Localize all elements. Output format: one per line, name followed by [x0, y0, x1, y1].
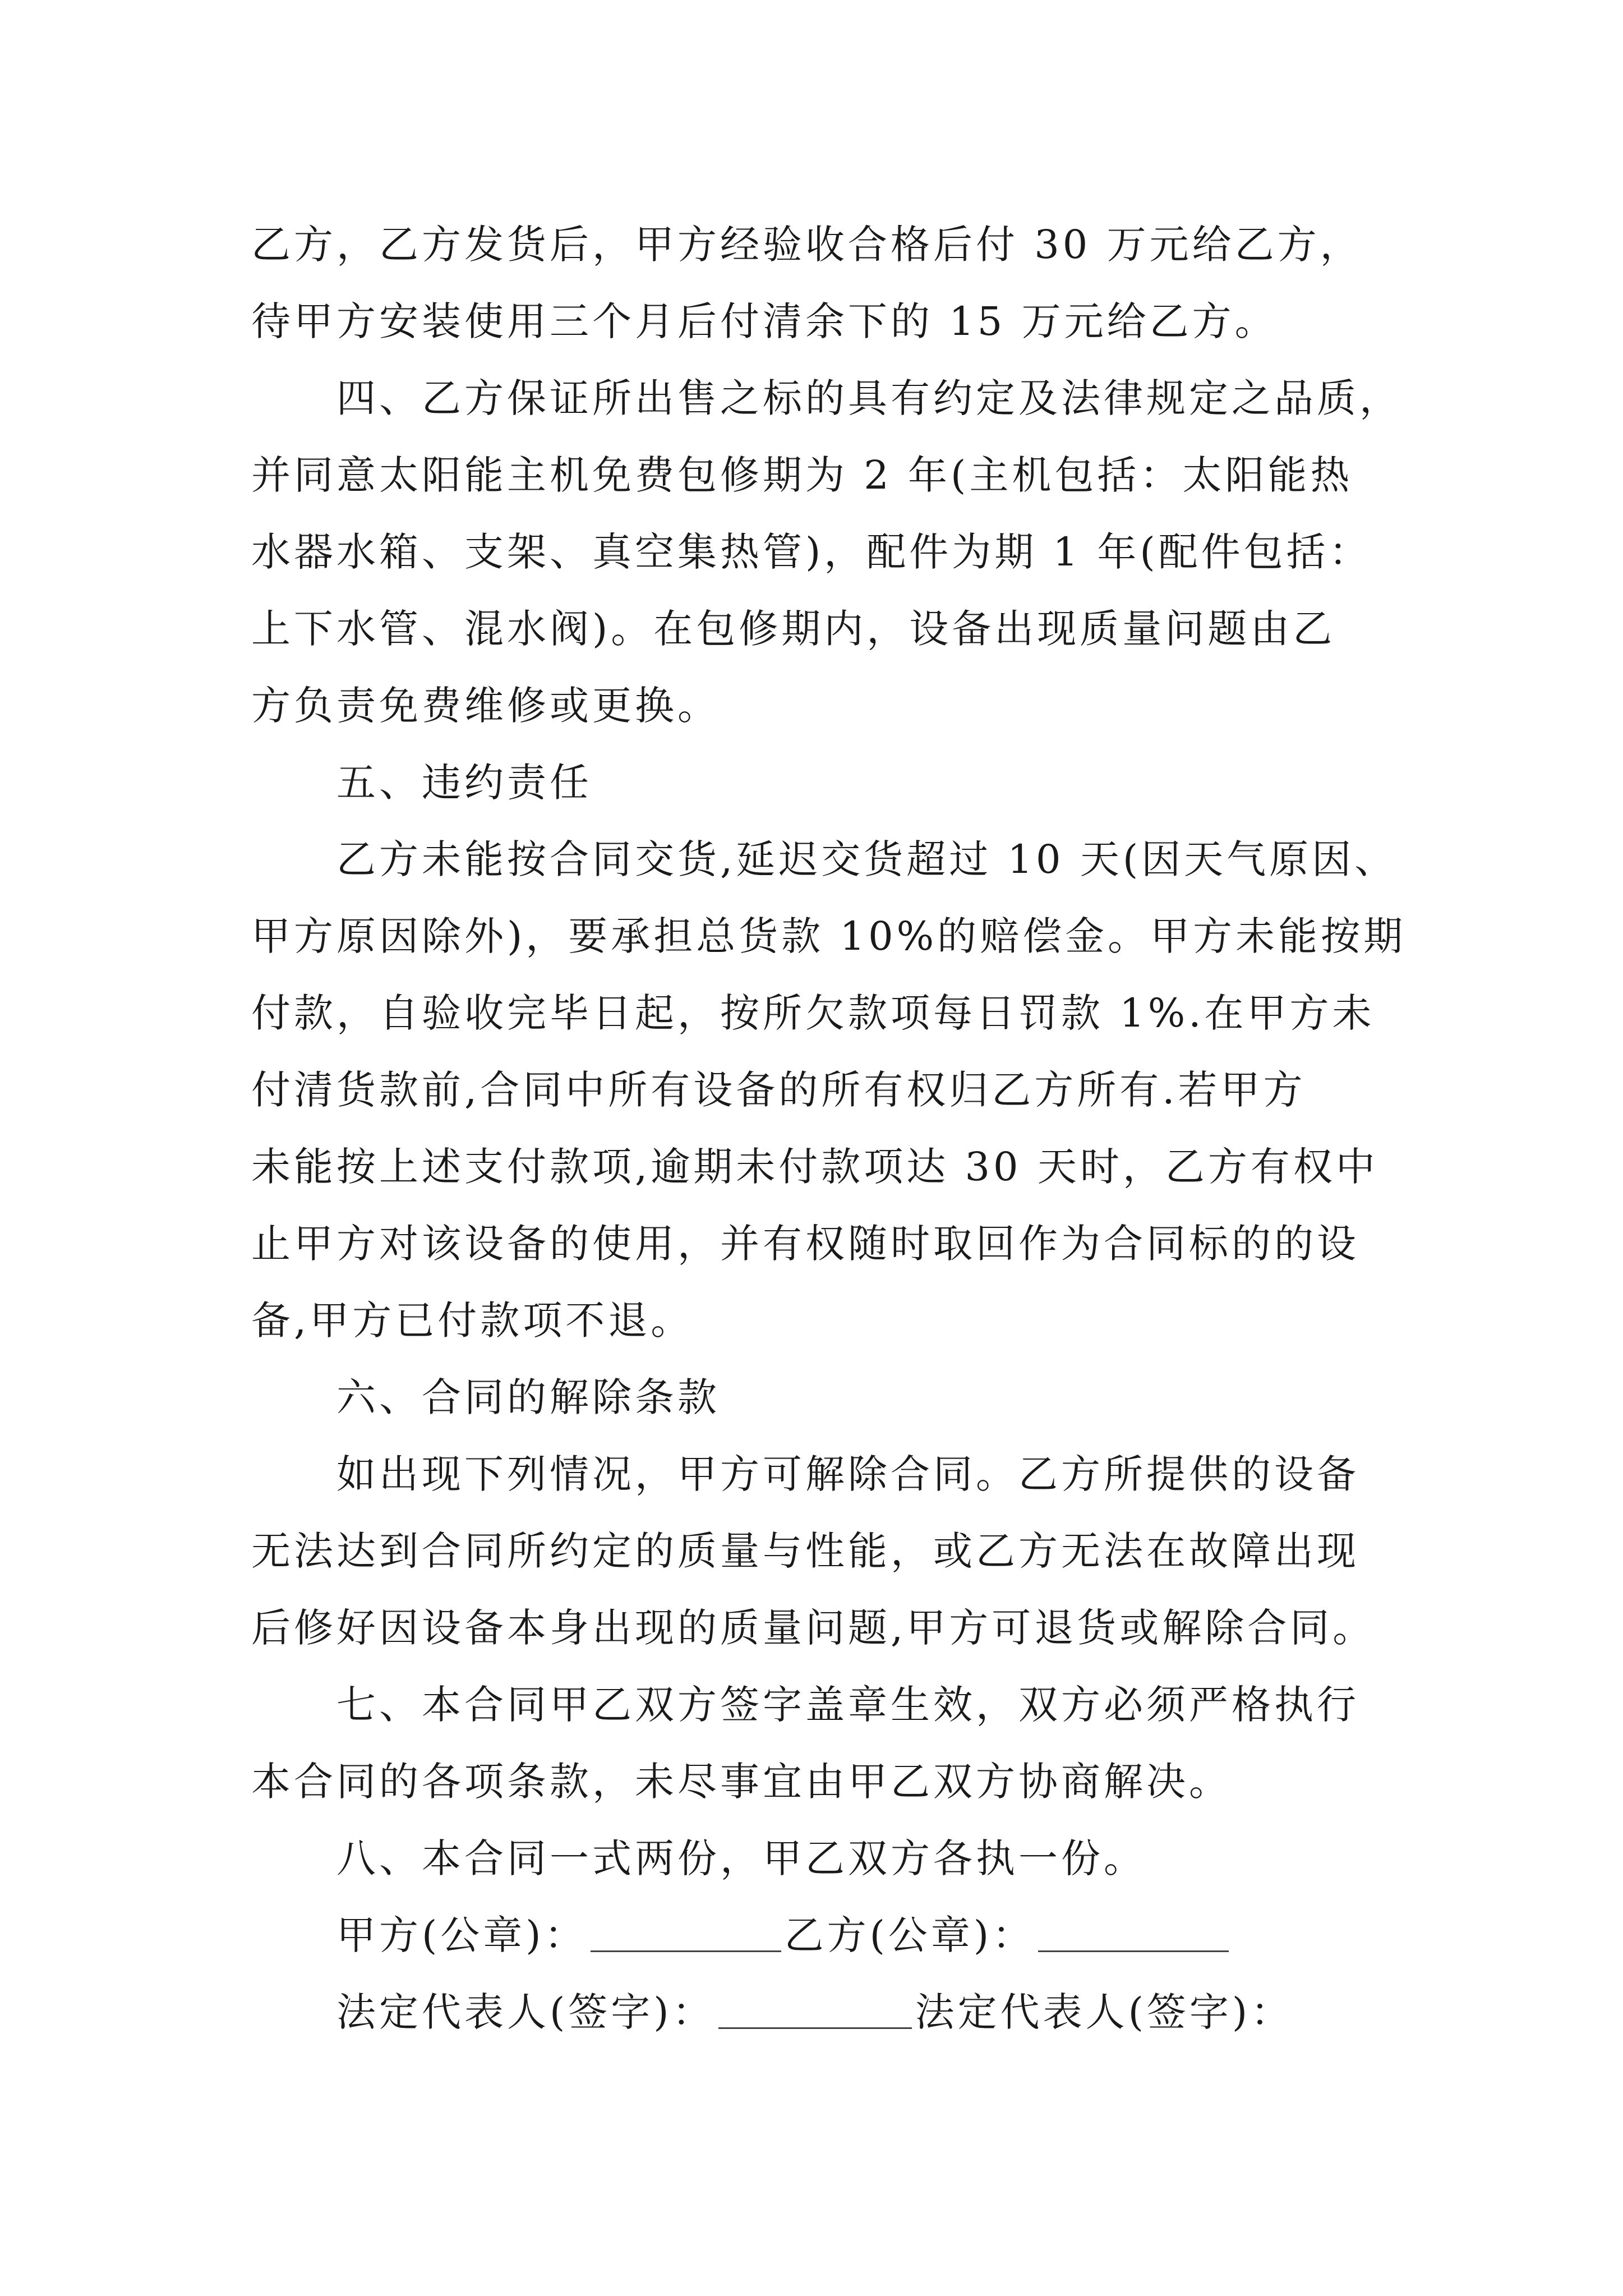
clause-5-line-4: 付清货款前,合同中所有设备的所有权归乙方所有.若甲方: [251, 1067, 1306, 1113]
clause-5-heading: 五、违约责任: [336, 760, 592, 806]
clause-5-line-6: 止甲方对该设备的使用，并有权随时取回作为合同标的的设: [251, 1221, 1359, 1267]
clause-4-line-3: 水器水箱、支架、真空集热管)，配件为期 1 年(配件包括：: [251, 529, 1372, 575]
contract-body: [251, 206, 1440, 2051]
clause-4-line-1: 四、乙方保证所出售之标的具有约定及法律规定之品质，: [336, 375, 1402, 421]
party-a-rep-blank: [718, 1988, 912, 2029]
clause-8-line-1: 八、本合同一式两份，甲乙双方各执一份。: [336, 1835, 1146, 1881]
representative-signature-row: [251, 1974, 1440, 2051]
clause-7-line-1: 七、本合同甲乙双方签字盖章生效，双方必须严格执行: [336, 1682, 1359, 1728]
clause-5-line-2: 甲方原因除外)，要承担总货款 10%的赔偿金。甲方未能按期: [251, 913, 1407, 959]
clause-6-line-1: 如出现下列情况，甲方可解除合同。乙方所提供的设备: [336, 1451, 1359, 1497]
clause-6-line-2: 无法达到合同所约定的质量与性能，或乙方无法在故障出现: [251, 1528, 1359, 1574]
seal-signature-row: [251, 1897, 1440, 1974]
clause-4-line-4: 上下水管、混水阀)。在包修期内，设备出现质量问题由乙: [251, 606, 1336, 652]
clause-5-line-3: 付款，自验收完毕日起，按所欠款项每日罚款 1%.在甲方未: [251, 990, 1375, 1036]
paragraph-3-line-1: 乙方，乙方发货后，甲方经验收合格后付 30 万元给乙方，: [251, 222, 1363, 268]
party-b-seal-label: 乙方(公章)：: [784, 1912, 1035, 1958]
party-a-rep-label: 法定代表人(签字)：: [336, 1989, 715, 2035]
clause-5-line-1: 乙方未能按合同交货,延迟交货超过 10 天(因天气原因、: [336, 836, 1398, 882]
party-a-seal-label: 甲方(公章)：: [336, 1912, 587, 1958]
clause-6-line-3: 后修好因设备本身出现的质量问题,甲方可退货或解除合同。: [251, 1605, 1376, 1651]
clause-5-line-5: 未能按上述支付款项,逾期未付款项达 30 天时，乙方有权中: [251, 1144, 1378, 1190]
clause-4-line-5: 方负责免费维修或更换。: [251, 683, 720, 729]
clause-7-line-2: 本合同的各项条款，未尽事宜由甲乙双方协商解决。: [251, 1759, 1232, 1805]
paragraph-3-line-2: 待甲方安装使用三个月后付清余下的 15 万元给乙方。: [251, 298, 1278, 344]
party-a-seal-blank: [591, 1911, 781, 1952]
party-b-seal-blank: [1038, 1911, 1229, 1952]
clause-4-line-2: 并同意太阳能主机免费包修期为 2 年(主机包括：太阳能热: [251, 452, 1353, 498]
clause-6-heading: 六、合同的解除条款: [336, 1374, 720, 1420]
party-b-rep-label: 法定代表人(签字)：: [915, 1989, 1294, 2035]
clause-5-line-7: 备,甲方已付款项不退。: [251, 1297, 694, 1343]
